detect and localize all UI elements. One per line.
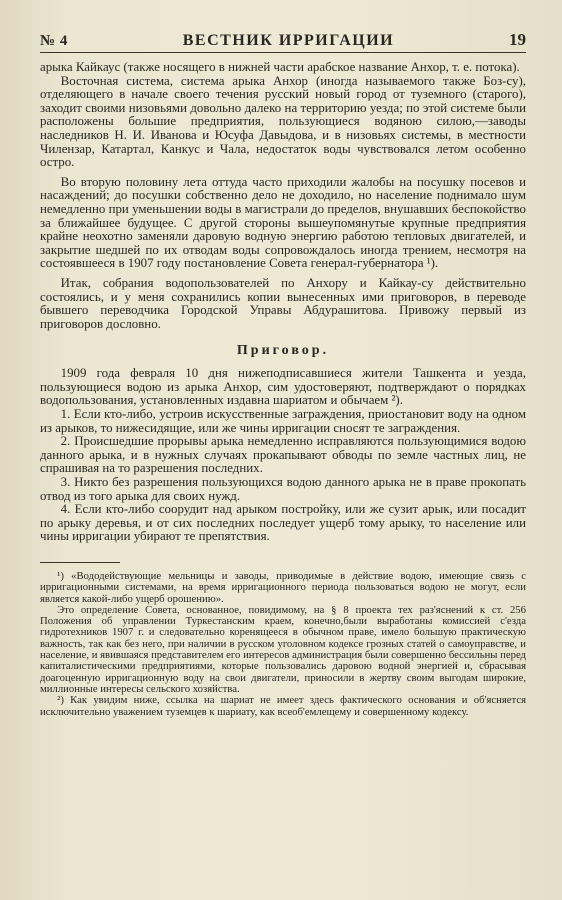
page-number: 19 bbox=[509, 30, 526, 49]
footnote-1: ¹) «Вододействующие мельницы и заводы, приводимые в действие водою, имеющие связь с ирригационными системами, на время ирригационного периода пользоваться водою не могут, если является какой-либо ущерб орошению». bbox=[40, 570, 526, 605]
verdict-intro: 1909 года февраля 10 дня нижеподписавшиеся жители Ташкента и уезда, пользующиеся водою из арыка Анхор, сим удостоверяют, подтверждают о порядках водопользования, установленных издавна шариатом и обычаем ²). bbox=[40, 366, 526, 408]
verdict-item: 4. Если кто-либо соорудит над арыком постройку, или же сузит арык, или посадит по арыку деревья, и от сих последних последует ущерб тому арыку, то население или чины ирригации убирают те препятствия. bbox=[40, 502, 526, 544]
footnote-2: ²) Как увидим ниже, ссылка на шариат не имеет здесь фактического основания и об'ясняется исключительно уважением туземцев к шариату, как всеоб'емлещему и совершенному кодексу. bbox=[40, 694, 526, 718]
verdict-item: 3. Никто без разрешения пользующихся водою данного арыка не в праве прокопать отвод из того арыка для своих нужд. bbox=[40, 475, 526, 503]
verdict-item: 1. Если кто-либо, устроив искусственные заграждения, приостановит воду на одном из арыков, то нижесидящие, или же чины ирригации сносят те заграждения. bbox=[40, 407, 526, 435]
journal-title: ВЕСТНИК ИРРИГАЦИИ bbox=[182, 32, 395, 49]
footnote-1-continued: Это определение Совета, основанное, повидимому, на § 8 проекта тех раз'яснений к ст. 256 Положения об управлении Туркестанским краем, конечно,были выработаны комиссией с'езда гидротехников 1907 г. и следовательно коренящееся в обычном праве, имело большую практическую важность, так как без него, при наличии в русском уголовном кодексе грозных статей о самоуправстве, и население, и явившаяся представителем его интересов администрация были совершенно бессильны перед капиталистическими предприятиями, которые пользовались даровою водной энергией и, сбрасывая доагоценную ирригационную воду на свои двигатели, приносили в жертву своим выгодам широкие, миллионные интересы сельского хозяйства. bbox=[40, 603, 526, 695]
paragraph-assemblies: Итак, собрания водопользователей по Анхору и Кайкау-су действительно состоялись, и у меня сохранились копии вынесенных ими приговоров, в переводе бывшего переводчика Городской Управы Абдурашитова. Привожу первый из приговоров дословно. bbox=[40, 275, 526, 331]
paragraph-eastern-system: Восточная система, система арыка Анхор (иногда называемого также Боз-су), отделяющего в начале своего течения русский новый город от туземного (старого), заходит своими низовьями довольно далеко на территорию уезда; по этой системе были расположены большие предприятия, пользующиеся водяною силою,—заводы наследников Н. И. Иванова и Юсуфа Давыдова, и в низовьях системы, в местности Чилензар, Катартал, Канкус и Чала, недостаток воды чувствовался летом особенно остро. bbox=[40, 73, 526, 170]
paragraph-complaints: Во вторую половину лета оттуда часто приходили жалобы на посушку посевов и насаждений; до посушки собственно дело не доходило, но население поднимало шум немедленно при уменьшении воды в магистрали до пределов, внушавших беспокойство за ближайшее будущее. С другой стороны вышеупомянутые крупные предприятия крайне неохотно заменяли даровую водную энергию работою тепловых двигателей, и закрытие шедшей по их отводам воды сопровождалось иногда трением, несмотря на состоявшееся в 1907 году постановление Совета генерал-губернатора ¹). bbox=[40, 174, 526, 271]
section-heading: Приговор. bbox=[236, 343, 330, 359]
article-body bbox=[40, 61, 526, 544]
paragraph-continuation: арыка Кайкаус (также носящего в нижней части арабское название Анхор, т. е. потока). bbox=[40, 60, 520, 74]
footnote-divider bbox=[40, 562, 120, 563]
running-header bbox=[40, 30, 526, 53]
footnotes bbox=[40, 571, 526, 718]
verdict-item: 2. Происшедшие прорывы арыка немедленно исправляются пользующимися водою данного арыка, и в нужных случаях прокапывают обводы по земле частных лиц, не спрашивая на то разрешения последних. bbox=[40, 434, 526, 476]
issue-number: № 4 bbox=[40, 33, 68, 49]
